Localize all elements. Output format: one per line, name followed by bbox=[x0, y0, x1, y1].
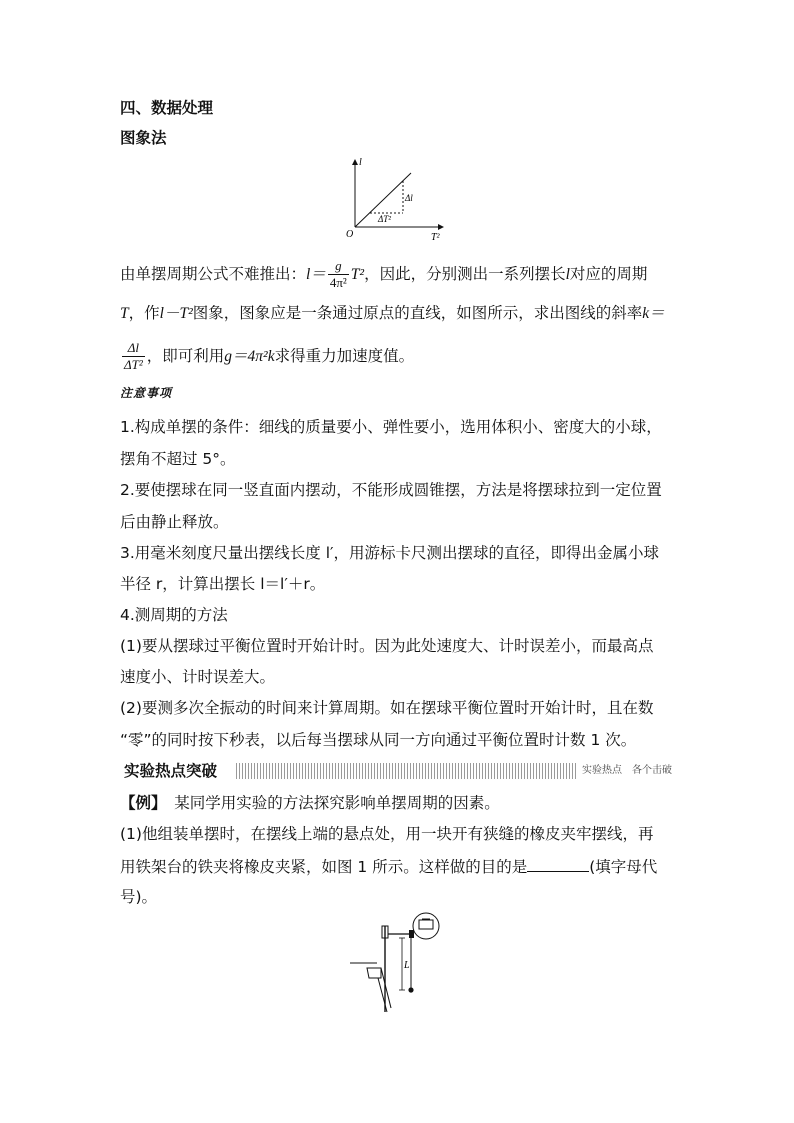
note-line: “零”的同时按下秒表，以后每当摆球从同一方向通过平衡位置时计数 1 次。 bbox=[120, 731, 637, 749]
delta-t2-label: ΔT² bbox=[378, 214, 391, 224]
length-label: L bbox=[404, 960, 410, 971]
formula-rhs: T² bbox=[350, 266, 365, 283]
q1-text: (填字母代 bbox=[589, 858, 658, 876]
example-tag: 【例】 bbox=[120, 794, 159, 812]
para-line-2 bbox=[120, 302, 665, 325]
note-line: 半径 r，计算出摆长 l＝l′＋r。 bbox=[120, 575, 326, 593]
clamp-leg bbox=[381, 968, 391, 1008]
note-line: 1.构成单摆的条件：细线的质量要小、弹性要小，选用体积小、密度大的小球， bbox=[120, 418, 662, 436]
fraction-numerator: Δl bbox=[122, 340, 145, 357]
note-line: 摆角不超过 5°。 bbox=[120, 450, 236, 468]
y-axis-label: l bbox=[359, 157, 362, 168]
origin-label: O bbox=[346, 229, 354, 240]
para-text: ，即可利用 bbox=[146, 347, 225, 365]
section-heading: 四、数据处理 bbox=[120, 99, 214, 117]
q1-text: 用铁架台的铁夹将橡皮夹紧，如图 1 所示。这样做的目的是 bbox=[120, 858, 528, 876]
formula-lhs: l＝ bbox=[306, 266, 326, 283]
answer-blank[interactable] bbox=[527, 855, 589, 872]
formula-g: g＝4π²k bbox=[224, 348, 275, 365]
example-intro: 某同学用实验的方法探究影响单摆周期的因素。 bbox=[174, 794, 500, 812]
para-text: ，因此，分别测出一系列摆长 bbox=[364, 265, 566, 283]
x-axis-label: T² bbox=[431, 232, 440, 243]
l-t2-graph bbox=[345, 155, 450, 245]
pendulum-bob bbox=[408, 987, 413, 992]
example-q1-line-1: (1)他组装单摆时，在摆线上端的悬点处，用一块开有狭缝的橡皮夹牢摆线，再 bbox=[120, 825, 654, 843]
note-line: 4.测周期的方法 bbox=[120, 606, 228, 624]
para-text: 由单摆周期公式不难推出： bbox=[120, 265, 307, 283]
var-T: T bbox=[120, 305, 129, 322]
fraction-dl-dt2 bbox=[122, 340, 145, 373]
notes-heading: 注意事项 bbox=[120, 386, 173, 400]
example-q1-line-2 bbox=[120, 855, 657, 878]
note-line: 速度小、计时误差大。 bbox=[120, 668, 276, 686]
delta-l-label: Δl bbox=[405, 193, 413, 203]
para-text: ，作 bbox=[128, 304, 160, 322]
rubber-pad bbox=[409, 930, 414, 938]
method-heading: 图象法 bbox=[120, 129, 167, 147]
example-line bbox=[120, 792, 500, 814]
para-line-3 bbox=[120, 340, 414, 373]
para-text: 求得重力加速度值。 bbox=[274, 347, 415, 365]
magnified-view bbox=[413, 913, 439, 939]
fraction-denominator: 4π² bbox=[329, 275, 347, 290]
graph-name: l－T² bbox=[159, 305, 193, 322]
hot-section-header bbox=[118, 760, 676, 782]
note-line: (2)要测多次全振动的时间来计算周期。如在摆球平衡位置时开始计时，且在数 bbox=[120, 699, 654, 717]
figure-1-pendulum bbox=[345, 908, 455, 1020]
para-text: 图象，图象应是一条通过原点的直线，如图所示，求出图线的斜率 bbox=[192, 304, 643, 322]
example-q1-line-3: 号)。 bbox=[120, 888, 158, 906]
hot-section-title: 实验热点突破 bbox=[118, 760, 236, 782]
note-line: (1)要从摆球过平衡位置时开始计时。因为此处速度大、计时误差小，而最高点 bbox=[120, 637, 654, 655]
note-line: 3.用毫米刻度尺量出摆线长度 l′，用游标卡尺测出摆球的直径，即得出金属小球 bbox=[120, 544, 660, 562]
note-line: 后由静止释放。 bbox=[120, 513, 229, 531]
var-l: l bbox=[565, 266, 570, 283]
note-line: 2.要使摆球在同一竖直面内摆动，不能形成圆锥摆，方法是将摆球拉到一定位置 bbox=[120, 481, 662, 499]
fraction-numerator: g bbox=[328, 258, 349, 275]
para-line-1 bbox=[120, 258, 647, 291]
fraction-denominator: ΔT² bbox=[124, 357, 143, 372]
slope-k: k＝ bbox=[642, 305, 665, 322]
para-text: 对应的周期 bbox=[569, 265, 648, 283]
fraction-g-4pi2 bbox=[328, 258, 349, 291]
hot-section-subtitle: 实验热点 各个击破 bbox=[578, 763, 676, 779]
table-clamp bbox=[367, 968, 381, 978]
